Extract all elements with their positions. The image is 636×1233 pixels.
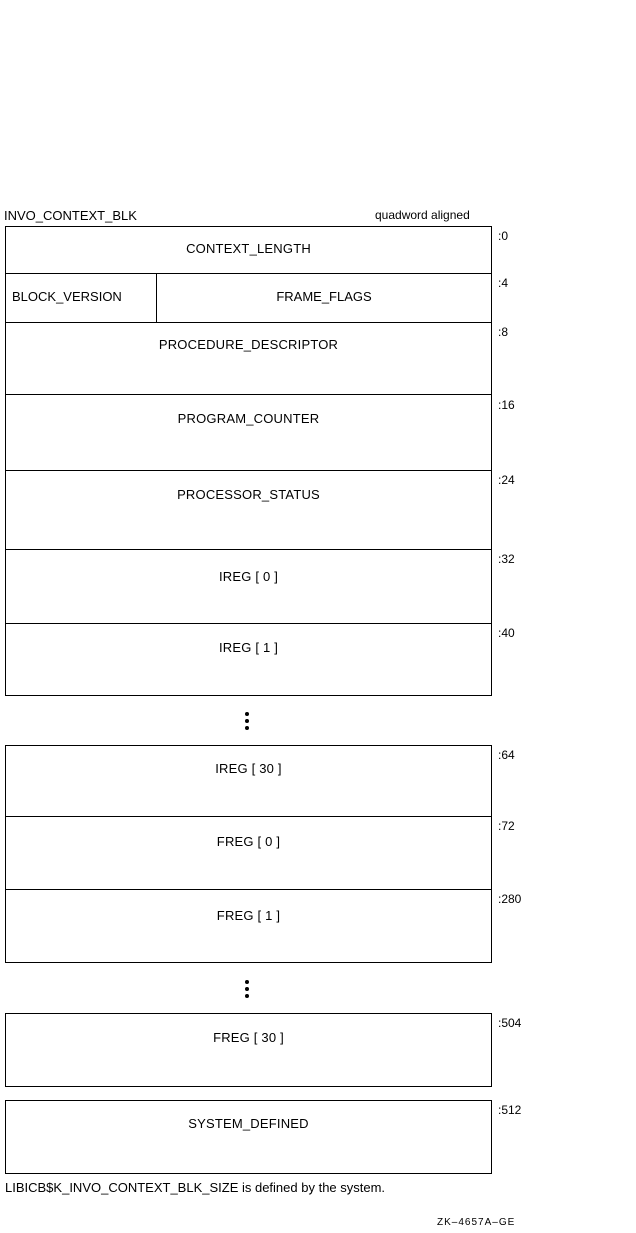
- field-label: IREG [ 0 ]: [218, 569, 279, 584]
- offset-label: :16: [498, 398, 515, 412]
- offset-label: :8: [498, 325, 509, 339]
- figure-id: ZK–4657A–GE: [437, 1217, 516, 1228]
- field-label: IREG [ 1 ]: [218, 640, 279, 655]
- field-ireg-0: [5, 549, 492, 624]
- field-label: CONTEXT_LENGTH: [186, 241, 311, 256]
- size-note: LIBICB$K_INVO_CONTEXT_BLK_SIZE is defined by the system.: [5, 1180, 386, 1195]
- offset-label: :72: [498, 819, 515, 833]
- field-freg-30: [5, 1013, 492, 1087]
- offset-label: :504: [498, 1016, 522, 1030]
- field-label: FREG [ 1 ]: [216, 908, 281, 923]
- field-freg-1: [5, 889, 492, 963]
- vertical-ellipsis: [245, 712, 251, 733]
- offset-label: :32: [498, 552, 515, 566]
- offset-label: :4: [498, 276, 509, 290]
- vertical-ellipsis: [245, 980, 251, 1001]
- field-label: PROGRAM_COUNTER: [177, 411, 320, 426]
- structure-name: INVO_CONTEXT_BLK: [4, 208, 137, 223]
- offset-label: :0: [498, 229, 509, 243]
- field-processor-status: [5, 470, 492, 550]
- field-label-frame-flags: FRAME_FLAGS: [276, 289, 372, 304]
- field-context-length: [5, 226, 492, 274]
- alignment-note: quadword aligned: [375, 208, 470, 222]
- field-procedure-descriptor: [5, 322, 492, 395]
- field-block-version-frame-flags: [5, 273, 492, 323]
- field-label-block-version: BLOCK_VERSION: [12, 289, 122, 304]
- field-ireg-1: [5, 623, 492, 696]
- offset-label: :64: [498, 748, 515, 762]
- offset-label: :24: [498, 473, 515, 487]
- field-freg-0: [5, 816, 492, 890]
- offset-label: :40: [498, 626, 515, 640]
- offset-label: :280: [498, 892, 522, 906]
- field-label: FREG [ 0 ]: [216, 834, 281, 849]
- field-label: IREG [ 30 ]: [215, 761, 282, 776]
- field-label: PROCESSOR_STATUS: [177, 487, 320, 502]
- field-label: SYSTEM_DEFINED: [188, 1116, 309, 1131]
- field-label: PROCEDURE_DESCRIPTOR: [158, 337, 339, 352]
- field-ireg-30: [5, 745, 492, 817]
- field-program-counter: [5, 394, 492, 471]
- offset-label: :512: [498, 1103, 522, 1117]
- field-system-defined: [5, 1100, 492, 1174]
- field-label: FREG [ 30 ]: [213, 1030, 284, 1045]
